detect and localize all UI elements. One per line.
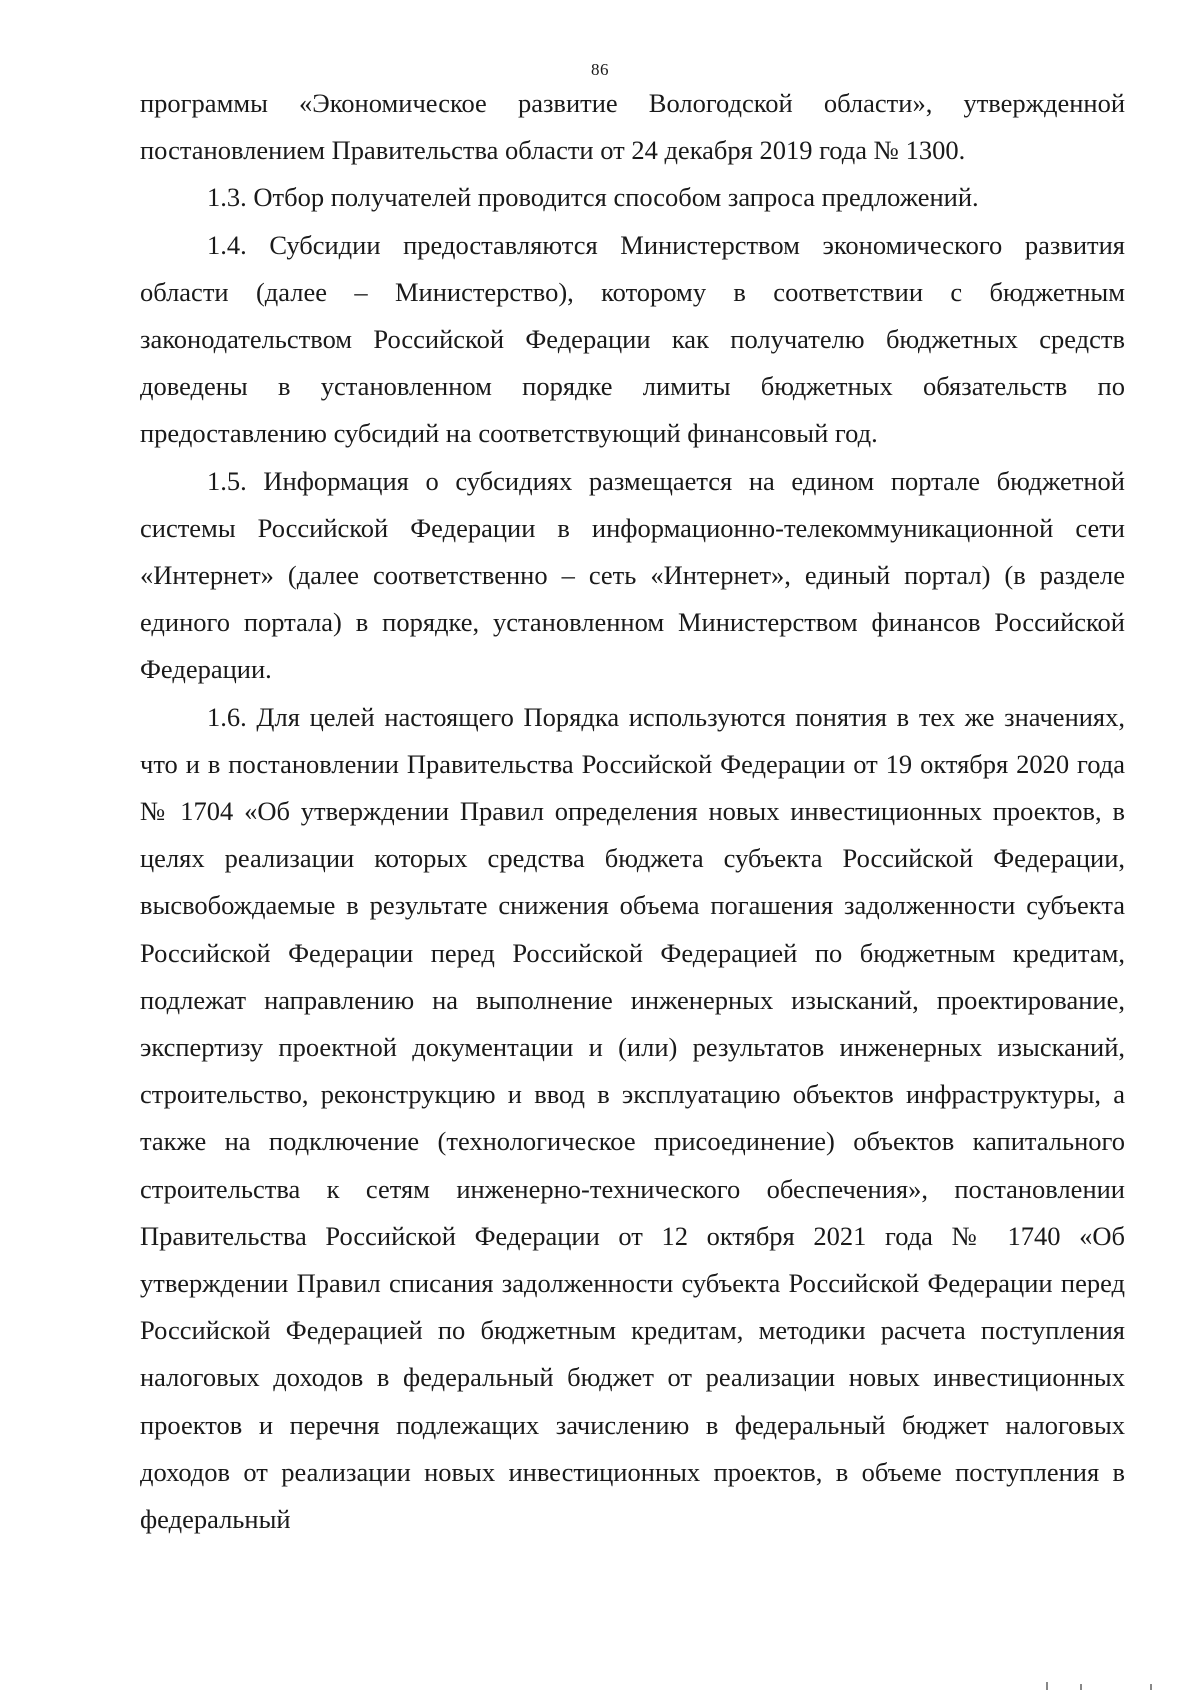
paragraph-continuation: программы «Экономическое развитие Вологодской области», утвержденной постановлением Правительства области от 24 декабря 2019 года № 1300.: [140, 88, 1125, 166]
page-number: 86: [591, 60, 609, 79]
scan-mark: [1080, 1684, 1082, 1690]
paragraph-1-6: 1.6. Для целей настоящего Порядка используются понятия в тех же значениях, что и в постановлении Правительства Российской Федерации от 19 октября 2020 года № 1704 «Об утверждении Правил определения новых инвестиционных проектов, в целях реализации которых средства бюджета субъекта Российской Федерации, высвобождаемые в результате снижения объема погашения задолженности субъекта Российской Федерации перед Российской Федерацией по бюджетным кредитам, подлежат направлению на выполнение инженерных изысканий, проектирование, экспертизу проектной документации и (или) результатов инженерных изысканий, строительство, реконструкцию и ввод в эксплуатацию объектов инфраструктуры, а также на подключение (технологическое присоединение) объектов капитального строительства к сетям инженерно-технического обеспечения», постановлении Правительства Российской Федерации от 12 октября 2021 года № 1740 «Об утверждении Правил списания задолженности субъекта Российской Федерации перед Российской Федерацией по бюджетным кредитам, методики расчета поступления налоговых доходов в федеральный бюджет от реализации новых инвестиционных проектов и перечня подлежащих зачислению в федеральный бюджет налоговых доходов от реализации новых инвестиционных проектов, в объеме поступления в федеральный: [140, 701, 1125, 1535]
scan-mark: [1150, 1684, 1152, 1690]
document-body: [140, 80, 1125, 1543]
paragraph-1-5: 1.5. Информация о субсидиях размещается на едином портале бюджетной системы Российской Федерации в информационно-телекоммуникационной сети «Интернет» (далее соответственно – сеть «Интернет», единый портал) (в разделе единого портала) в порядке, установленном Министерством финансов Российской Федерации.: [140, 465, 1125, 685]
paragraph-1-4: 1.4. Субсидии предоставляются Министерством экономического развития области (далее – Министерство), которому в соответствии с бюджетным законодательством Российской Федерации как получателю бюджетных средств доведены в установленном порядке лимиты бюджетных обязательств по предоставлению субсидий на соответствующий финансовый год.: [140, 229, 1125, 449]
paragraph-1-3: 1.3. Отбор получателей проводится способом запроса предложений.: [207, 182, 979, 213]
scan-mark: [1046, 1682, 1048, 1690]
